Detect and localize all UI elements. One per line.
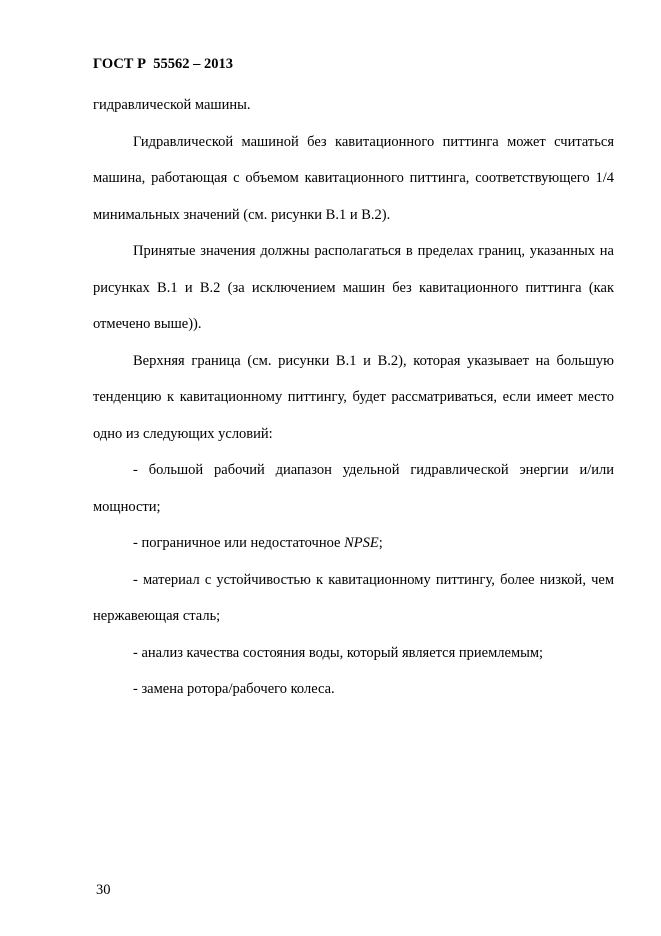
paragraph-accepted-values: Принятые значения должны располагаться в пределах границ, указанных на рисунках В.1 и В.2 (за исключением машин без кавитационного питтинга (как отмечено выше)).	[93, 243, 614, 332]
list-item-npse-suffix: ;	[378, 535, 383, 551]
list-item-runner-replacement: - замена ротора/рабочего колеса.	[133, 681, 335, 697]
list-item-operating-range: - большой рабочий диапазон удельной гидравлической энергии и/или мощности;	[93, 462, 614, 515]
list-item-material: - материал с устойчивостью к кавитационному питтингу, более низкой, чем нержавеющая сталь;	[93, 571, 614, 624]
list-item-npse-prefix: - пограничное или недостаточное	[133, 535, 345, 551]
document-header: ГОСТ Р 55562 – 2013	[93, 56, 233, 72]
paragraph-no-pitting-definition: Гидравлической машиной без кавитационного питтинга может считаться машина, работающая с объемом кавитационного питтинга, соответствующего 1/4 минимальных значений (см. рисунки В.1 и В.2).	[93, 133, 614, 223]
paragraph-upper-boundary: Верхняя граница (см. рисунки В.1 и В.2), которая указывает на большую тенденцию к кавитационному питтингу, будет рассматриваться, если имеет место одно из следующих условий:	[93, 352, 614, 442]
npse-term: NPSE	[344, 535, 379, 551]
document-body	[93, 87, 614, 708]
list-item-npse	[93, 525, 614, 562]
paragraph-continuation: гидравлической машины.	[93, 97, 251, 113]
page-number: 30	[96, 882, 111, 898]
list-item-water-quality: - анализ качества состояния воды, который является приемлемым;	[133, 644, 544, 661]
